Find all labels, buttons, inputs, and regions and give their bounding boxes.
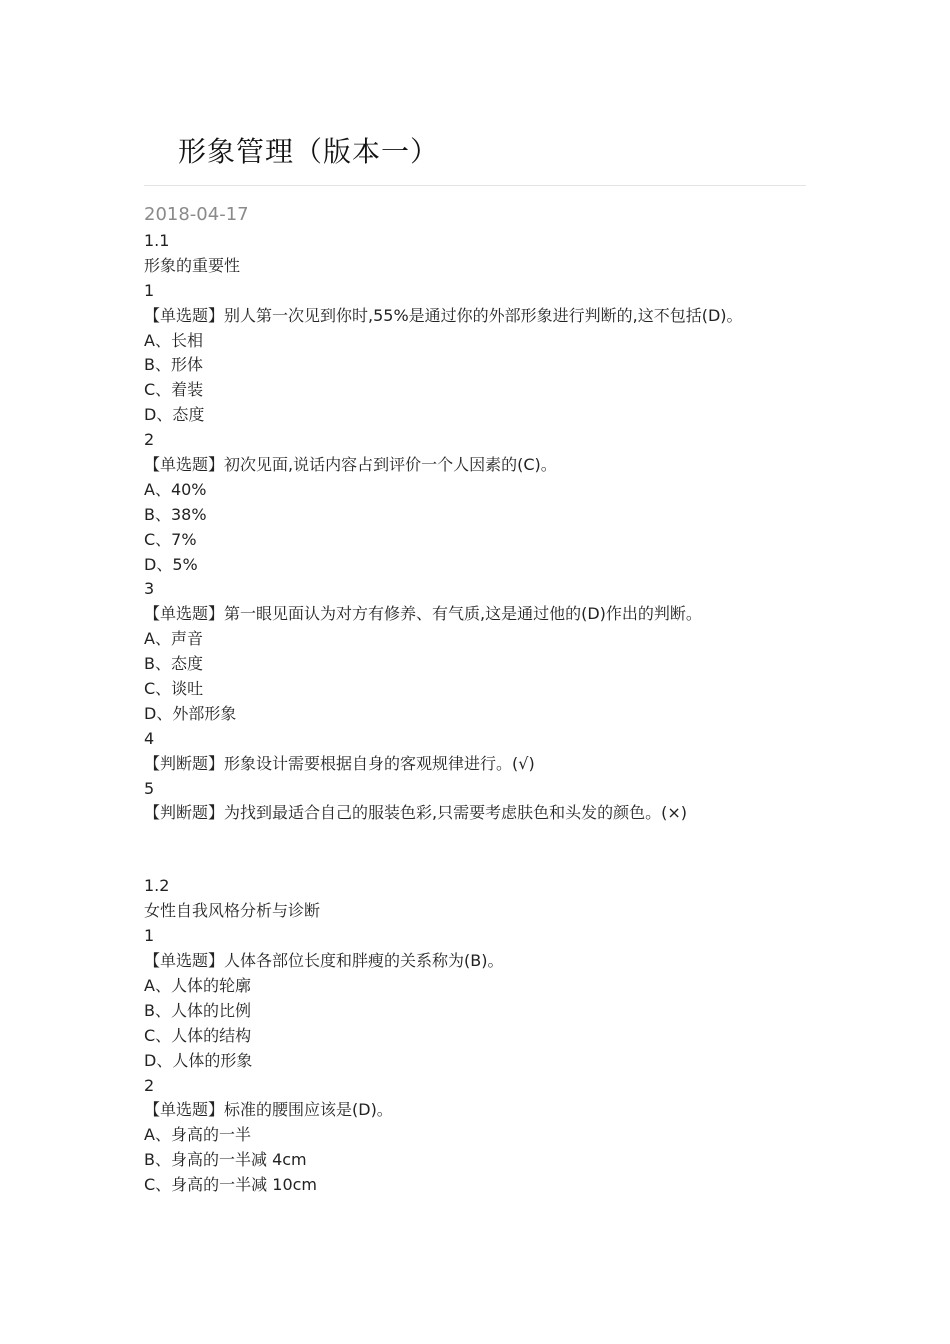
question-number: 2 [144,430,155,450]
title-divider [144,185,806,186]
question-number: 4 [144,728,155,748]
answer-option: A、身高的一半 [144,1125,251,1145]
answer-option: D、外部形象 [144,703,237,723]
answer-option: B、38% [144,504,207,524]
question-block [144,279,824,428]
answer-option: A、长相 [144,330,203,350]
section-spacer [144,826,824,874]
question-number: 2 [144,1075,155,1095]
question-text: 【判断题】形象设计需要根据自身的客观规律进行。(√) [144,753,535,773]
answer-option: B、人体的比例 [144,1000,251,1020]
question-text: 【单选题】别人第一次见到你时,55%是通过你的外部形象进行判断的,这不包括(D)。 [144,305,743,325]
answer-option: D、5% [144,554,198,574]
section-number: 1.1 [144,231,170,250]
answer-option: C、7% [144,529,197,549]
section-heading: 形象的重要性 [144,255,241,275]
question-block [144,924,824,1073]
question-text: 【单选题】标准的腰围应该是(D)。 [144,1100,393,1120]
publish-date: 2018-04-17 [144,204,249,225]
question-block [144,727,824,777]
page-title: 形象管理（版本一） [178,135,440,168]
question-text: 【判断题】为找到最适合自己的服装色彩,只需要考虑肤色和头发的颜色。(×) [144,803,687,823]
answer-option: C、身高的一半减 10cm [144,1175,318,1195]
answer-option: C、人体的结构 [144,1025,252,1045]
section [144,874,824,1198]
question-block [144,1074,824,1198]
document-body [144,229,824,1198]
question-text: 【单选题】第一眼见面认为对方有修养、有气质,这是通过他的(D)作出的判断。 [144,604,702,624]
answer-option: B、形体 [144,355,203,375]
answer-option: C、着装 [144,380,204,400]
question-text: 【单选题】初次见面,说话内容占到评价一个人因素的(C)。 [144,455,557,475]
answer-option: D、人体的形象 [144,1050,253,1070]
question-number: 1 [144,280,155,300]
answer-option: B、身高的一半减 4cm [144,1150,307,1170]
answer-option: B、态度 [144,654,203,674]
question-block [144,577,824,726]
answer-option: D、态度 [144,405,205,425]
question-text: 【单选题】人体各部位长度和胖瘦的关系称为(B)。 [144,951,504,971]
question-block [144,428,824,577]
question-number: 5 [144,778,155,798]
answer-option: C、谈吐 [144,679,204,699]
section [144,229,824,826]
answer-option: A、人体的轮廓 [144,975,251,995]
answer-option: A、40% [144,479,207,499]
section-number: 1.2 [144,876,170,896]
question-number: 1 [144,926,155,946]
answer-option: A、声音 [144,629,203,649]
section-heading: 女性自我风格分析与诊断 [144,901,321,921]
question-number: 3 [144,579,155,599]
question-block [144,777,824,827]
